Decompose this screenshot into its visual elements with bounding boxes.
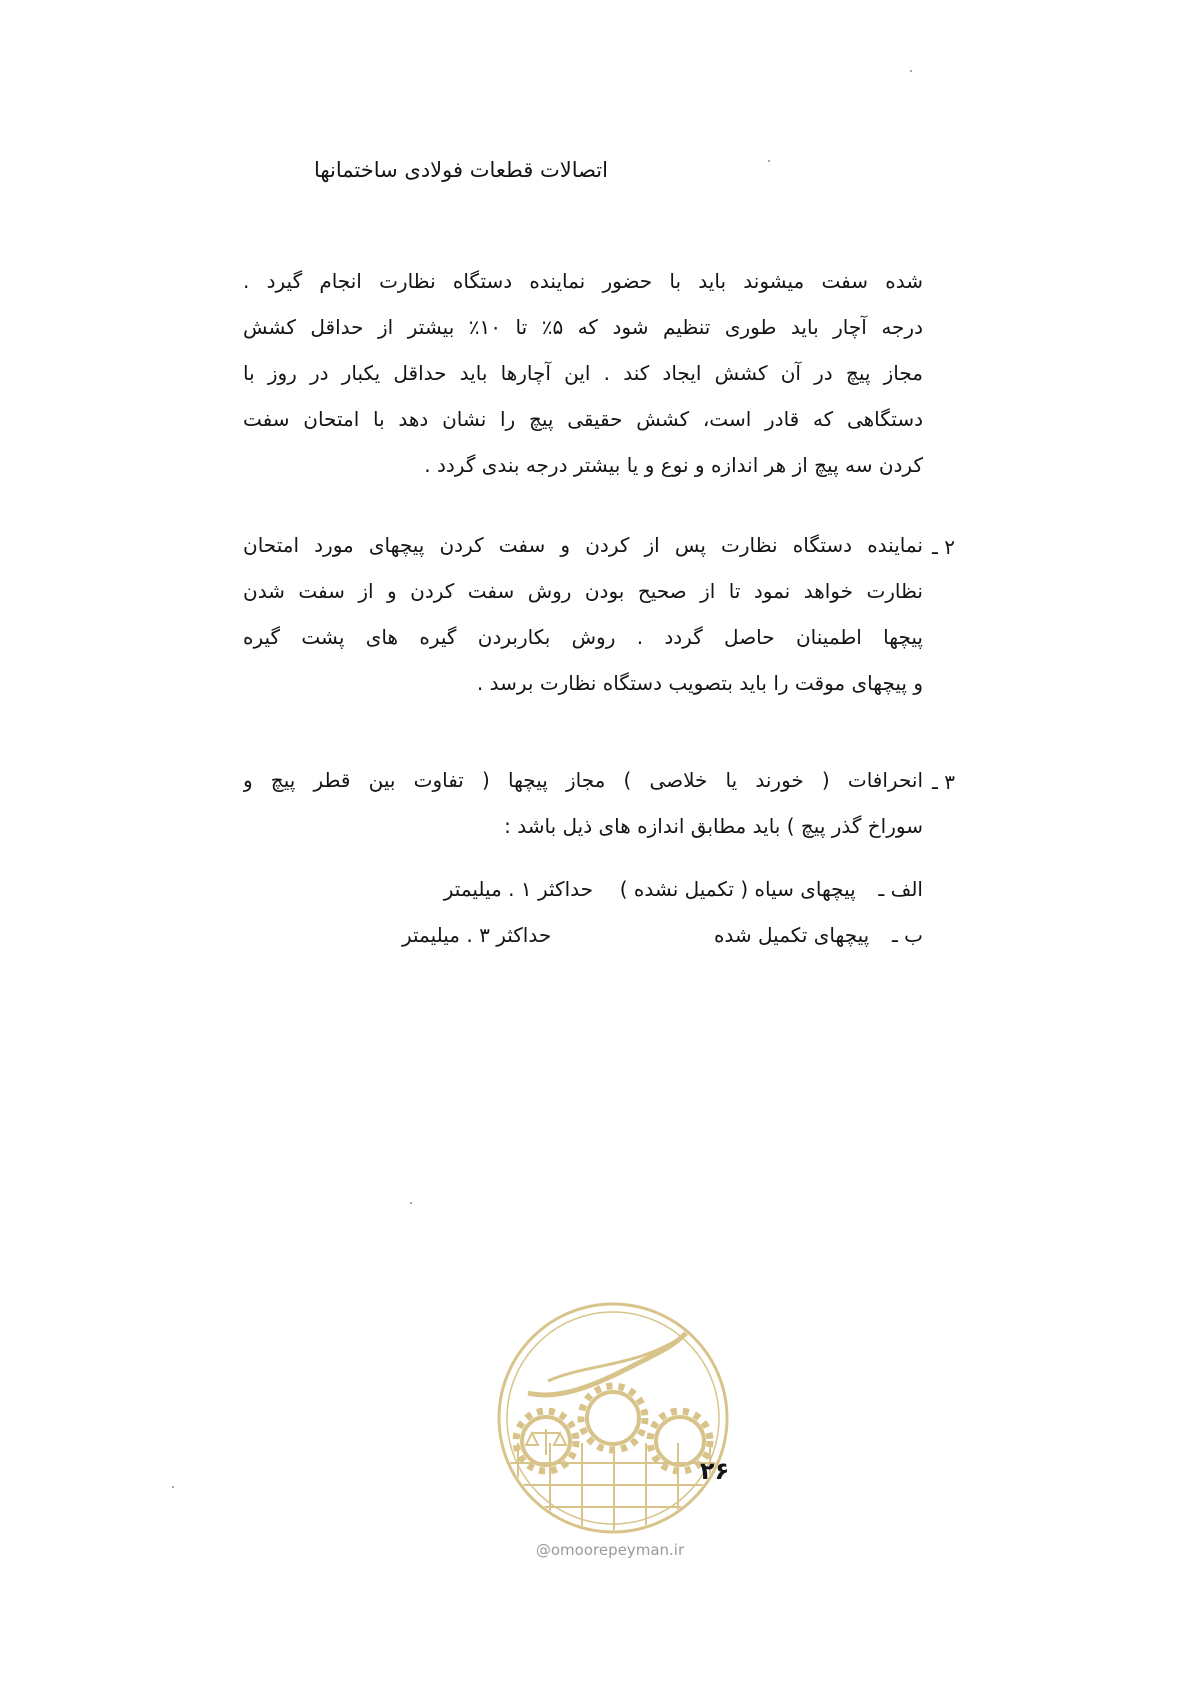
scan-speck: [910, 70, 912, 72]
paragraph-line: مجاز پیچ در آن کشش ایجاد کند . این آچارها باید حداقل یکبار در روز با: [243, 361, 923, 385]
paragraph-1: [243, 258, 923, 488]
paragraph-line: و پیچهای موقت را باید بتصویب دستگاه نظارت برسد .: [476, 671, 923, 695]
list-item-value: حداکثر ۳ . میلیمتر: [401, 923, 552, 947]
list-item-text: پیچهای سیاه ( تکمیل نشده ): [619, 877, 856, 901]
scan-speck: [410, 1202, 412, 1204]
paragraph-line: کردن سه پیچ از هر اندازه و نوع و یا بیشتر درجه بندی گردد .: [424, 453, 923, 477]
paragraph-line: درجه آچار باید طوری تنظیم شود که ۵٪ تا ۱۰٪ بیشتر از حداقل کشش: [243, 315, 923, 339]
scan-speck: [768, 160, 770, 162]
list-item-label: الف ـ: [878, 877, 923, 901]
paragraph-line: پیچها اطمینان حاصل گردد . روش بکاربردن گیره های پشت گیره: [243, 625, 923, 649]
paragraph-line: نظارت خواهد نمود تا از صحیح بودن روش سفت کردن و از سفت شدن: [243, 579, 923, 603]
paragraph-line: شده سفت میشوند باید با حضور نماینده دستگاه نظارت انجام گیرد .: [243, 269, 923, 293]
list-item: [223, 866, 923, 912]
list-item: [223, 912, 923, 958]
paragraph-3: [243, 757, 923, 849]
item-number-2: ۲ ـ: [932, 535, 955, 559]
list-item-text: پیچهای تکمیل شده: [713, 923, 870, 947]
paragraph-line: سوراخ گذر پیچ ) باید مطابق اندازه های ذیل باشد :: [504, 814, 923, 838]
paragraph-2: [243, 522, 923, 706]
running-header: اتصالات قطعات فولادی ساختمانها: [313, 158, 608, 182]
paragraph-line: انحرافات ( خورند یا خلاصی ) مجاز پیچها ( تفاوت بین قطر پیچ و: [243, 768, 923, 792]
watermark-url: @omoorepeyman.ir: [535, 1541, 685, 1559]
paragraph-line: نماینده دستگاه نظارت پس از کردن و سفت کردن پیچهای مورد امتحان: [243, 533, 923, 557]
item-number-3: ۳ ـ: [932, 770, 955, 794]
page-number: ۲۶: [700, 1457, 730, 1485]
scan-speck: [172, 1486, 174, 1488]
list-item-value: حداکثر ۱ . میلیمتر: [443, 877, 593, 901]
tolerance-list: [223, 866, 923, 958]
list-item-label: ب ـ: [891, 923, 923, 947]
watermark-seal: [488, 1293, 738, 1543]
paragraph-line: دستگاهی که قادر است، کشش حقیقی پیچ را نشان دهد با امتحان سفت: [243, 407, 923, 431]
